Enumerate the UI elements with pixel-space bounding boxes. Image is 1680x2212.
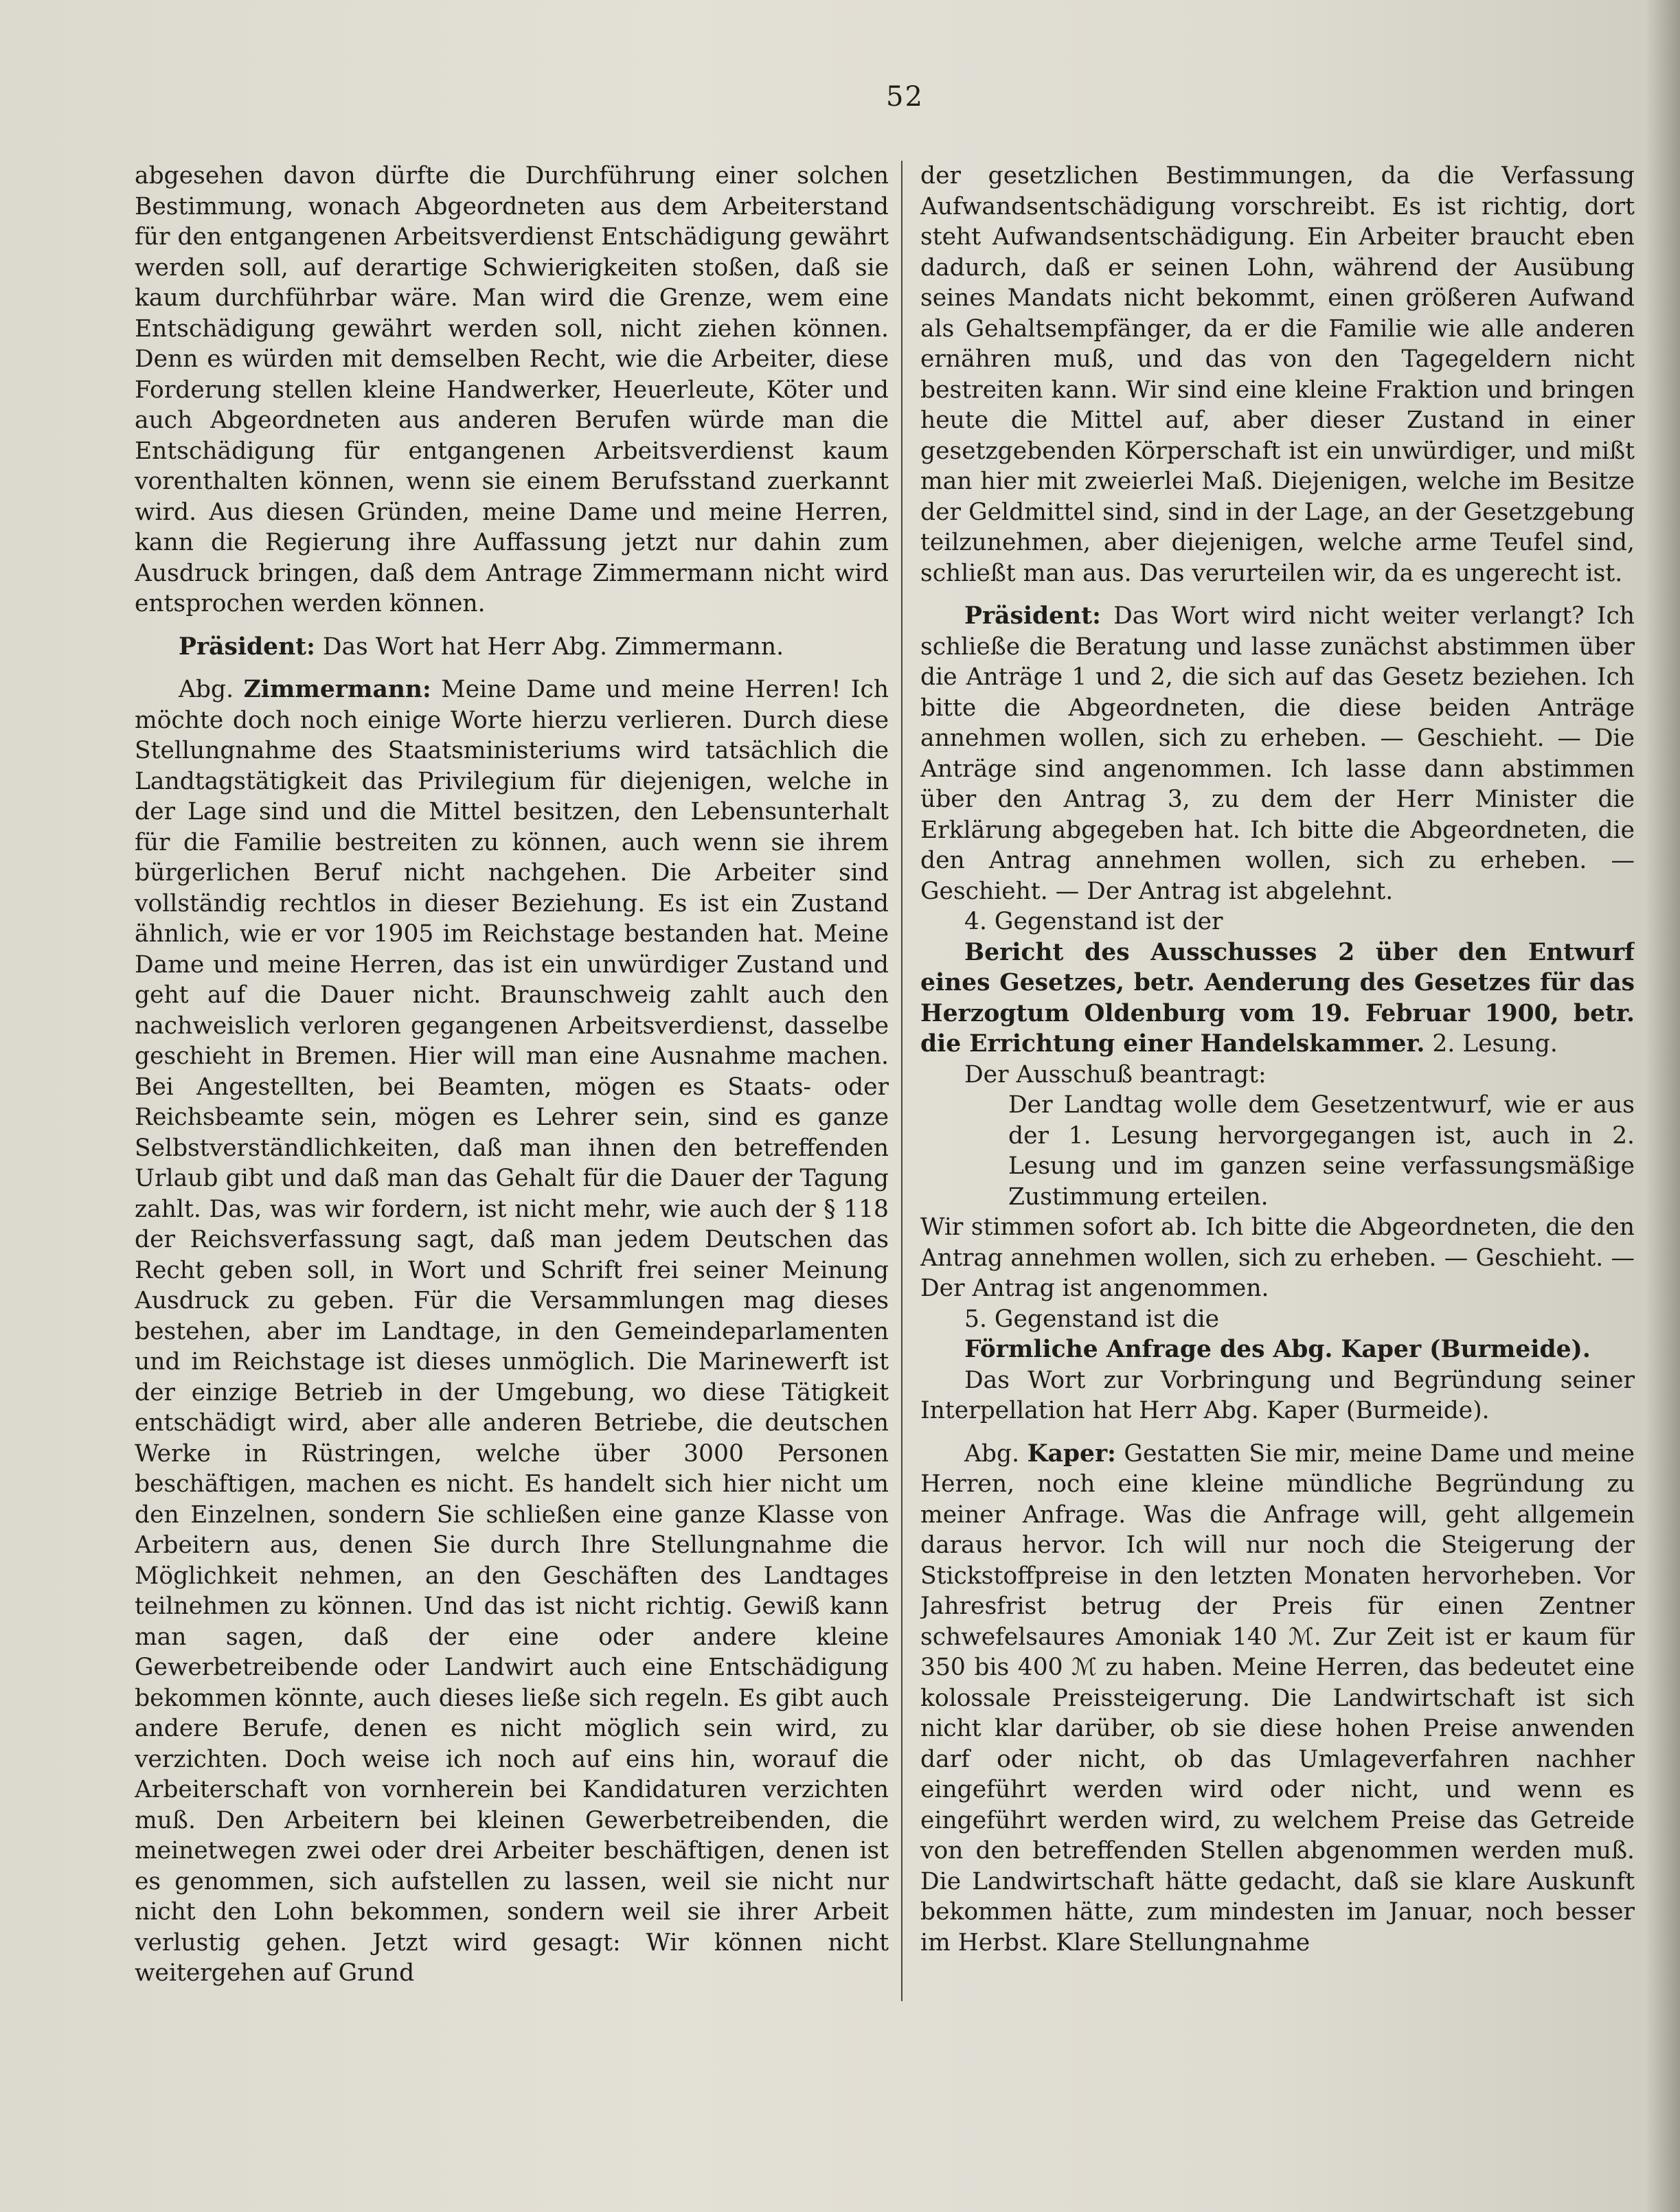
paragraph: der gesetzlichen Bestimmungen, da die Verfassung Aufwandsentschädigung vorschreibt. Es ist richtig, dort steht Aufwandsentschädigung. Ein Arbeiter braucht eben dadurch, daß er seinen Lohn, während der Ausübung seines Mandats nicht bekommt, einen größeren Aufwand als Gehaltsempfänger, da er die Familie wie alle anderen ernähren muß, und das von den Tagegeldern nicht bestreiten kann. Wir sind eine kleine Fraktion und bringen heute die Mittel auf, aber dieser Zustand in einer gesetzgebenden Körperschaft ist ein unwürdiger, und mißt man hier mit zweierlei Maß. Diejenigen, welche im Besitze der Geldmittel sind, sind in der Lage, an der Gesetzgebung teilzunehmen, aber diejenigen, welche arme Teufel sind, schließt man aus. Das verurteilen wir, da es ungerecht ist. xyxy=(920,162,1635,587)
agenda-heading xyxy=(920,937,1635,1060)
right-column xyxy=(920,161,1635,1958)
speech-text: Meine Dame und meine Herren! Ich möchte doch noch einige Worte hierzu verlieren. Durch diese Stellungnahme des Staatsministeriums wird tatsächlich die Landtagstätigkeit das Privilegium für diejenigen, welche in der Lage sind und die Mittel besitzen, den Lebensunterhalt für die Familie bestreiten zu können, auch wenn sie ihrem bürgerlichen Beruf nicht nachgehen. Die Arbeiter sind vollständig rechtlos in dieser Beziehung. Es ist ein Zustand ähnlich, wie er vor 1905 im Reichstage bestanden hat. Meine Dame und meine Herren, das ist ein unwürdiger Zustand und geht auf die Dauer nicht. Braunschweig zahlt auch den nachweislich verloren gegangenen Arbeitsverdienst, dasselbe geschieht in Bremen. Hier will man eine Ausnahme machen. Bei Angestellten, bei Beamten, mögen es Staats- oder Reichsbeamte sein, mögen es Lehrer sein, sind es ganze Selbstverständlichkeiten, daß man ihnen den betreffenden Urlaub gibt und daß man das Gehalt für die Dauer der Tagung zahlt. Das, was wir fordern, ist nicht mehr, wie auch der § 118 der Reichsverfassung sagt, daß man jedem Deutschen das Recht geben soll, in Wort und Schrift frei seiner Meinung Ausdruck zu geben. Für die Versammlungen mag dieses bestehen, aber im Landtage, in den Gemeindeparlamenten und im Reichstage ist dieses unmöglich. Die Marinewerft ist der einzige Betrieb in der Umgebung, wo diese Tätigkeit entschädigt wird, aber alle anderen Betriebe, die deutschen Werke in Rüstringen, welche über 3000 Personen beschäftigen, machen es nicht. Es handelt sich hier nicht um den Einzelnen, sondern Sie schließen eine ganze Klasse von Arbeitern aus, denen Sie durch Ihre Stellungnahme die Möglichkeit nehmen, an den Geschäften des Landtages teilnehmen zu können. Und das ist nicht richtig. Gewiß kann man sagen, daß der eine oder andere kleine Gewerbetreibende oder Landwirt auch eine Entschädigung bekommen könnte, auch dieses ließe sich regeln. Es gibt auch andere Berufe, denen es nicht möglich sein wird, zu verzichten. Doch weise ich noch auf eins hin, worauf die Arbeiterschaft von vornherein bei Kandidaturen verzichten muß. Den Arbeitern bei kleinen Gewerbetreibenden, die meinetwegen zwei oder drei Arbeiter beschäftigen, denen ist es genommen, sich aufstellen zu lassen, weil sie nicht nur nicht den Lohn bekommen, sondern weil sie ihrer Arbeit verlustig gehen. Jetzt wird gesagt: Wir können nicht weitergehen auf Grund xyxy=(135,676,889,1987)
speaker-prefix: Abg. xyxy=(964,1439,1020,1468)
speech-text: Das Wort hat Herr Abg. Zimmermann. xyxy=(322,632,784,661)
agenda-heading-title: Bericht des Ausschusses 2 über den Entwurf eines Gesetzes, betr. Aenderung des Gesetzes für das Herzogtum Oldenburg vom 19. Februar 1900, betr. die Errichtung einer Handelskammer. xyxy=(920,938,1635,1058)
paragraph: Das Wort zur Vorbringung und Begründung seiner Interpellation hat Herr Abg. Kaper (Burmeide). xyxy=(920,1366,1635,1424)
agenda-item: 4. Gegenstand ist der xyxy=(964,908,1223,935)
committee-motion-intro: Der Ausschuß beantragt: xyxy=(964,1060,1267,1088)
speaker-paragraph xyxy=(920,1439,1635,1959)
speaker-label: Präsident: xyxy=(964,602,1101,630)
page-number: 52 xyxy=(886,81,924,113)
column-divider xyxy=(901,161,903,2001)
left-column xyxy=(135,161,889,1989)
speaker-paragraph xyxy=(920,601,1635,907)
paragraph: Wir stimmen sofort ab. Ich bitte die Abgeordneten, die den Antrag annehmen wollen, sich zu erheben. — Geschieht. — Der Antrag ist angenommen. xyxy=(920,1213,1635,1302)
speaker-paragraph xyxy=(135,632,889,663)
speaker-label: Präsident: xyxy=(179,632,315,661)
speaker-label: Kaper: xyxy=(1027,1439,1116,1468)
agenda-heading: Förmliche Anfrage des Abg. Kaper (Burmeide). xyxy=(964,1336,1591,1363)
speech-text: Das Wort wird nicht weiter verlangt? Ich schließe die Beratung und lasse zunächst abstimmen über die Anträge 1 und 2, die sich auf das Gesetz beziehen. Ich bitte die Abgeordneten, die diese beiden Anträge annehmen wollen, sich zu erheben. — Geschieht. — Die Anträge sind angenommen. Ich lasse dann abstimmen über den Antrag 3, zu dem der Herr Minister die Erklärung abgegeben hat. Ich bitte die Abgeordneten, die den Antrag annehmen wollen, sich zu erheben. — Geschieht. — Der Antrag ist abgelehnt. xyxy=(920,602,1635,905)
agenda-item: 5. Gegenstand ist die xyxy=(964,1305,1220,1333)
paragraph: abgesehen davon dürfte die Durchführung einer solchen Bestimmung, wonach Abgeordneten aus dem Arbeiterstand für den entgangenen Arbeitsverdienst Entschädigung gewährt werden soll, auf derartige Schwierigkeiten stoßen, daß sie kaum durchführbar wäre. Man wird die Grenze, wem eine Entschädigung gewährt werden soll, nicht ziehen können. Denn es würden mit demselben Recht, wie die Arbeiter, diese Forderung stellen kleine Handwerker, Heuerleute, Köter und auch Abgeordneten aus anderen Berufen würde man die Entschädigung für entgangenen Arbeitsverdienst kaum vorenthalten können, wenn sie einem Berufsstand zuerkannt wird. Aus diesen Gründen, meine Dame und meine Herren, kann die Regierung ihre Auffassung jetzt nur dahin zum Ausdruck bringen, daß dem Antrage Zimmermann nicht wird entsprochen werden können. xyxy=(135,162,889,617)
speaker-label: Zimmermann: xyxy=(243,676,431,703)
agenda-heading-tail: 2. Lesung. xyxy=(1432,1030,1558,1058)
speech-text: Gestatten Sie mir, meine Dame und meine Herren, noch eine kleine mündliche Begründung zu meiner Anfrage. Was die Anfrage will, geht allgemein daraus hervor. Ich will nur noch die Steigerung der Stickstoffpreise in den letzten Monaten hervorheben. Vor Jahresfrist betrug der Preis für einen Zentner schwefelsaures Amoniak 140 ℳ. Zur Zeit ist er kaum für 350 bis 400 ℳ zu haben. Meine Herren, das bedeutet eine kolossale Preissteigerung. Die Landwirtschaft ist sich nicht klar darüber, ob sie diese hohen Preise anwenden darf oder nicht, ob das Umlageverfahren nachher eingeführt werden wird oder nicht, und wenn es eingeführt werden wird, zu welchem Preise das Getreide von den betreffenden Stellen abgenommen werden muß. Die Landwirtschaft hätte gedacht, daß sie klare Auskunft bekommen hätte, zum mindesten im Januar, noch besser im Herbst. Klare Stellungnahme xyxy=(920,1439,1635,1957)
committee-motion-quote: Der Landtag wolle dem Gesetzentwurf, wie er aus der 1. Lesung hervorgegangen ist, auch in 2. Lesung und im ganzen seine verfassungsmäßige Zustimmung erteilen. xyxy=(1008,1091,1635,1211)
speaker-prefix: Abg. xyxy=(179,676,234,703)
speaker-paragraph xyxy=(135,674,889,1989)
page-edge-shadow xyxy=(1646,0,1680,2212)
